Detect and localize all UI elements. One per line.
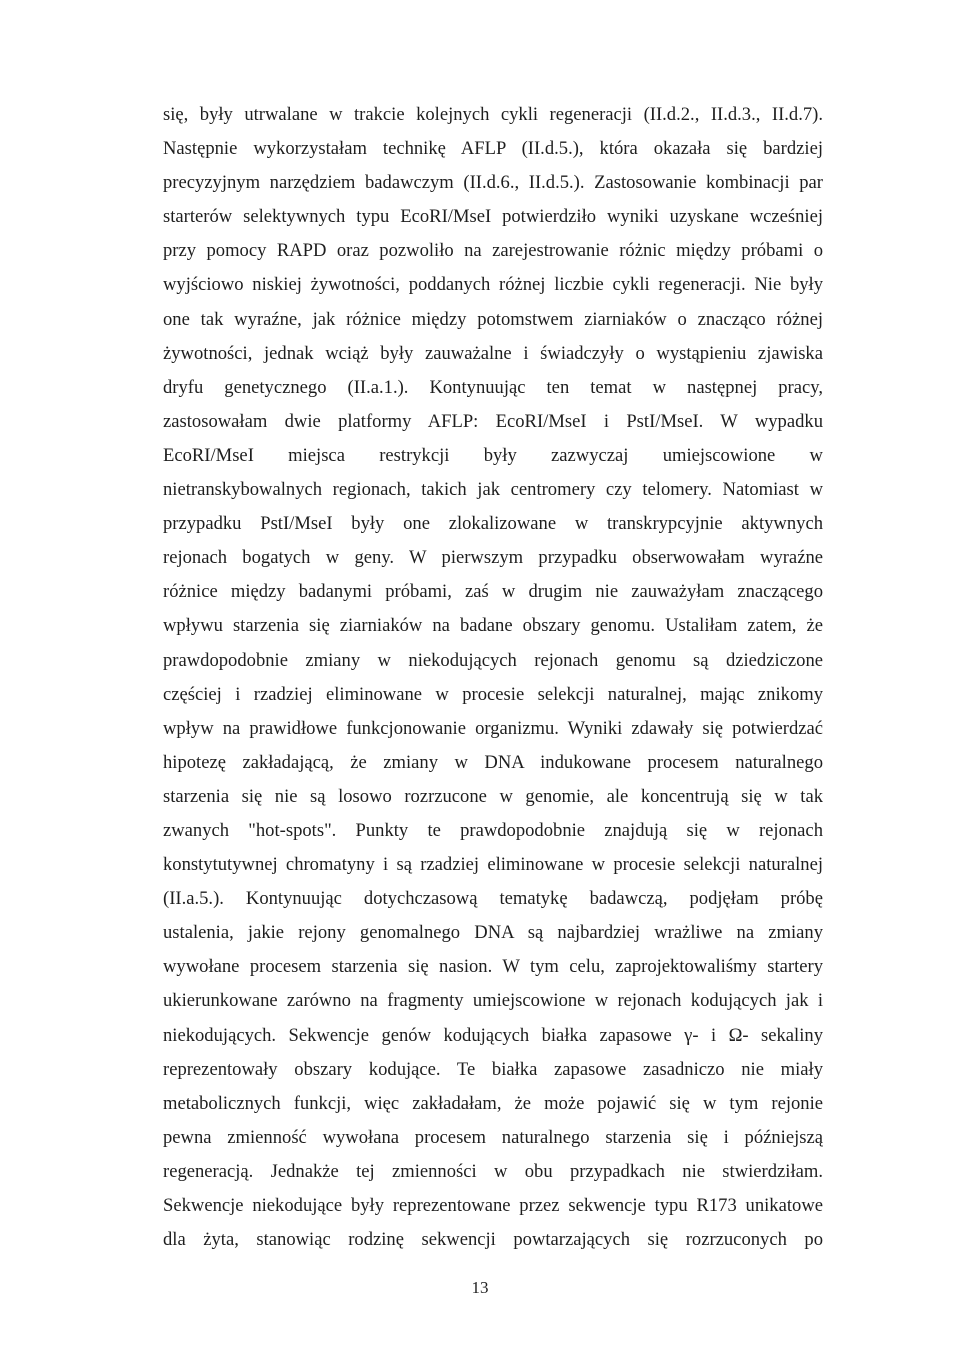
text-line: wyjściowo niskiej żywotności, poddanych różnej liczbie cykli regeneracji. Nie były (163, 274, 823, 296)
text-line: dryfu genetycznego (II.a.1.). Kontynuując ten temat w następnej pracy, (163, 376, 823, 398)
text-line: wywołane procesem starzenia się nasion. W tym celu, zaprojektowaliśmy startery (163, 956, 823, 978)
body-text (163, 98, 823, 1257)
text-line: prawdopodobnie zmiany w niekodujących rejonach genomu są dziedziczone (163, 649, 823, 671)
page-number: 13 (471, 1278, 489, 1297)
text-line: różnice między badanymi próbami, zaś w drugim nie zauważyłam znaczącego (163, 581, 823, 603)
text-line: metabolicznych funkcji, więc zakładałam, że może pojawić się w tym rejonie (163, 1092, 823, 1114)
text-line: rejonach bogatych w geny. W pierwszym przypadku obserwowałam wyraźne (163, 547, 823, 569)
text-line: precyzyjnym narzędziem badawczym (II.d.6., II.d.5.). Zastosowanie kombinacji par (163, 172, 823, 194)
text-line: Następnie wykorzystałam technikę AFLP (II.d.5.), która okazała się bardziej (163, 138, 823, 160)
text-line: hipotezę zakładającą, że zmiany w DNA indukowane procesem naturalnego (163, 751, 823, 773)
text-line: reprezentowały obszary kodujące. Te białka zapasowe zasadniczo nie miały (163, 1058, 823, 1080)
text-line: nietranskybowalnych regionach, takich jak centromery czy telomery. Natomiast w (163, 479, 823, 501)
text-line: przypadku PstI/MseI były one zlokalizowane w transkrypcyjnie aktywnych (163, 513, 823, 535)
text-line: wpływu starzenia się ziarniaków na badane obszary genomu. Ustaliłam zatem, że (163, 615, 823, 637)
text-line: starterów selektywnych typu EcoRI/MseI potwierdziło wyniki uzyskane wcześniej (163, 206, 823, 228)
text-line: ustalenia, jakie rejony genomalnego DNA są najbardziej wrażliwe na zmiany (163, 922, 823, 944)
text-line: żywotności, jednak wciąż były zauważalne i świadczyły o wystąpieniu zjawiska (163, 342, 823, 364)
text-line: ukierunkowane zarówno na fragmenty umiejscowione w rejonach kodujących jak i (163, 990, 823, 1012)
text-line: zwanych "hot-spots". Punkty te prawdopodobnie znajdują się w rejonach (163, 819, 823, 841)
text-line: niekodujących. Sekwencje genów kodujących białka zapasowe γ- i Ω- sekaliny (163, 1024, 823, 1046)
text-line: Sekwencje niekodujące były reprezentowane przez sekwencje typu R173 unikatowe (163, 1195, 823, 1216)
text-line: zastosowałam dwie platformy AFLP: EcoRI/MseI i PstI/MseI. W wypadku (163, 410, 823, 432)
text-line: częściej i rzadziej eliminowane w procesie selekcji naturalnej, mając znikomy (163, 683, 823, 705)
text-line: (II.a.5.). Kontynuując dotychczasową tematykę badawczą, podjęłam próbę (163, 888, 823, 910)
text-line: się, były utrwalane w trakcie kolejnych cykli regeneracji (II.d.2., II.d.3., II.d.7). (163, 104, 823, 125)
text-line: wpływ na prawidłowe funkcjonowanie organizmu. Wyniki zdawały się potwierdzać (163, 717, 823, 739)
text-line: EcoRI/MseI miejsca restrykcji były zazwyczaj umiejscowione w (163, 444, 823, 466)
text-line: regeneracją. Jednakże tej zmienności w obu przypadkach nie stwierdziłam. (163, 1160, 823, 1182)
text-line: dla żyta, stanowiąc rodzinę sekwencji powtarzających się rozrzuconych po (163, 1229, 823, 1251)
text-line: przy pomocy RAPD oraz pozwoliło na zarejestrowanie różnic między próbami o (163, 240, 823, 262)
text-line: one tak wyraźne, jak różnice między potomstwem ziarniaków o znacząco różnej (163, 308, 823, 330)
text-line: konstytutywnej chromatyny i są rzadziej eliminowane w procesie selekcji naturalnej (163, 854, 823, 876)
text-line: starzenia się nie są losowo rozrzucone w genomie, ale koncentrują się w tak (163, 785, 823, 807)
text-line: pewna zmienność wywołana procesem naturalnego starzenia się i późniejszą (163, 1126, 823, 1148)
